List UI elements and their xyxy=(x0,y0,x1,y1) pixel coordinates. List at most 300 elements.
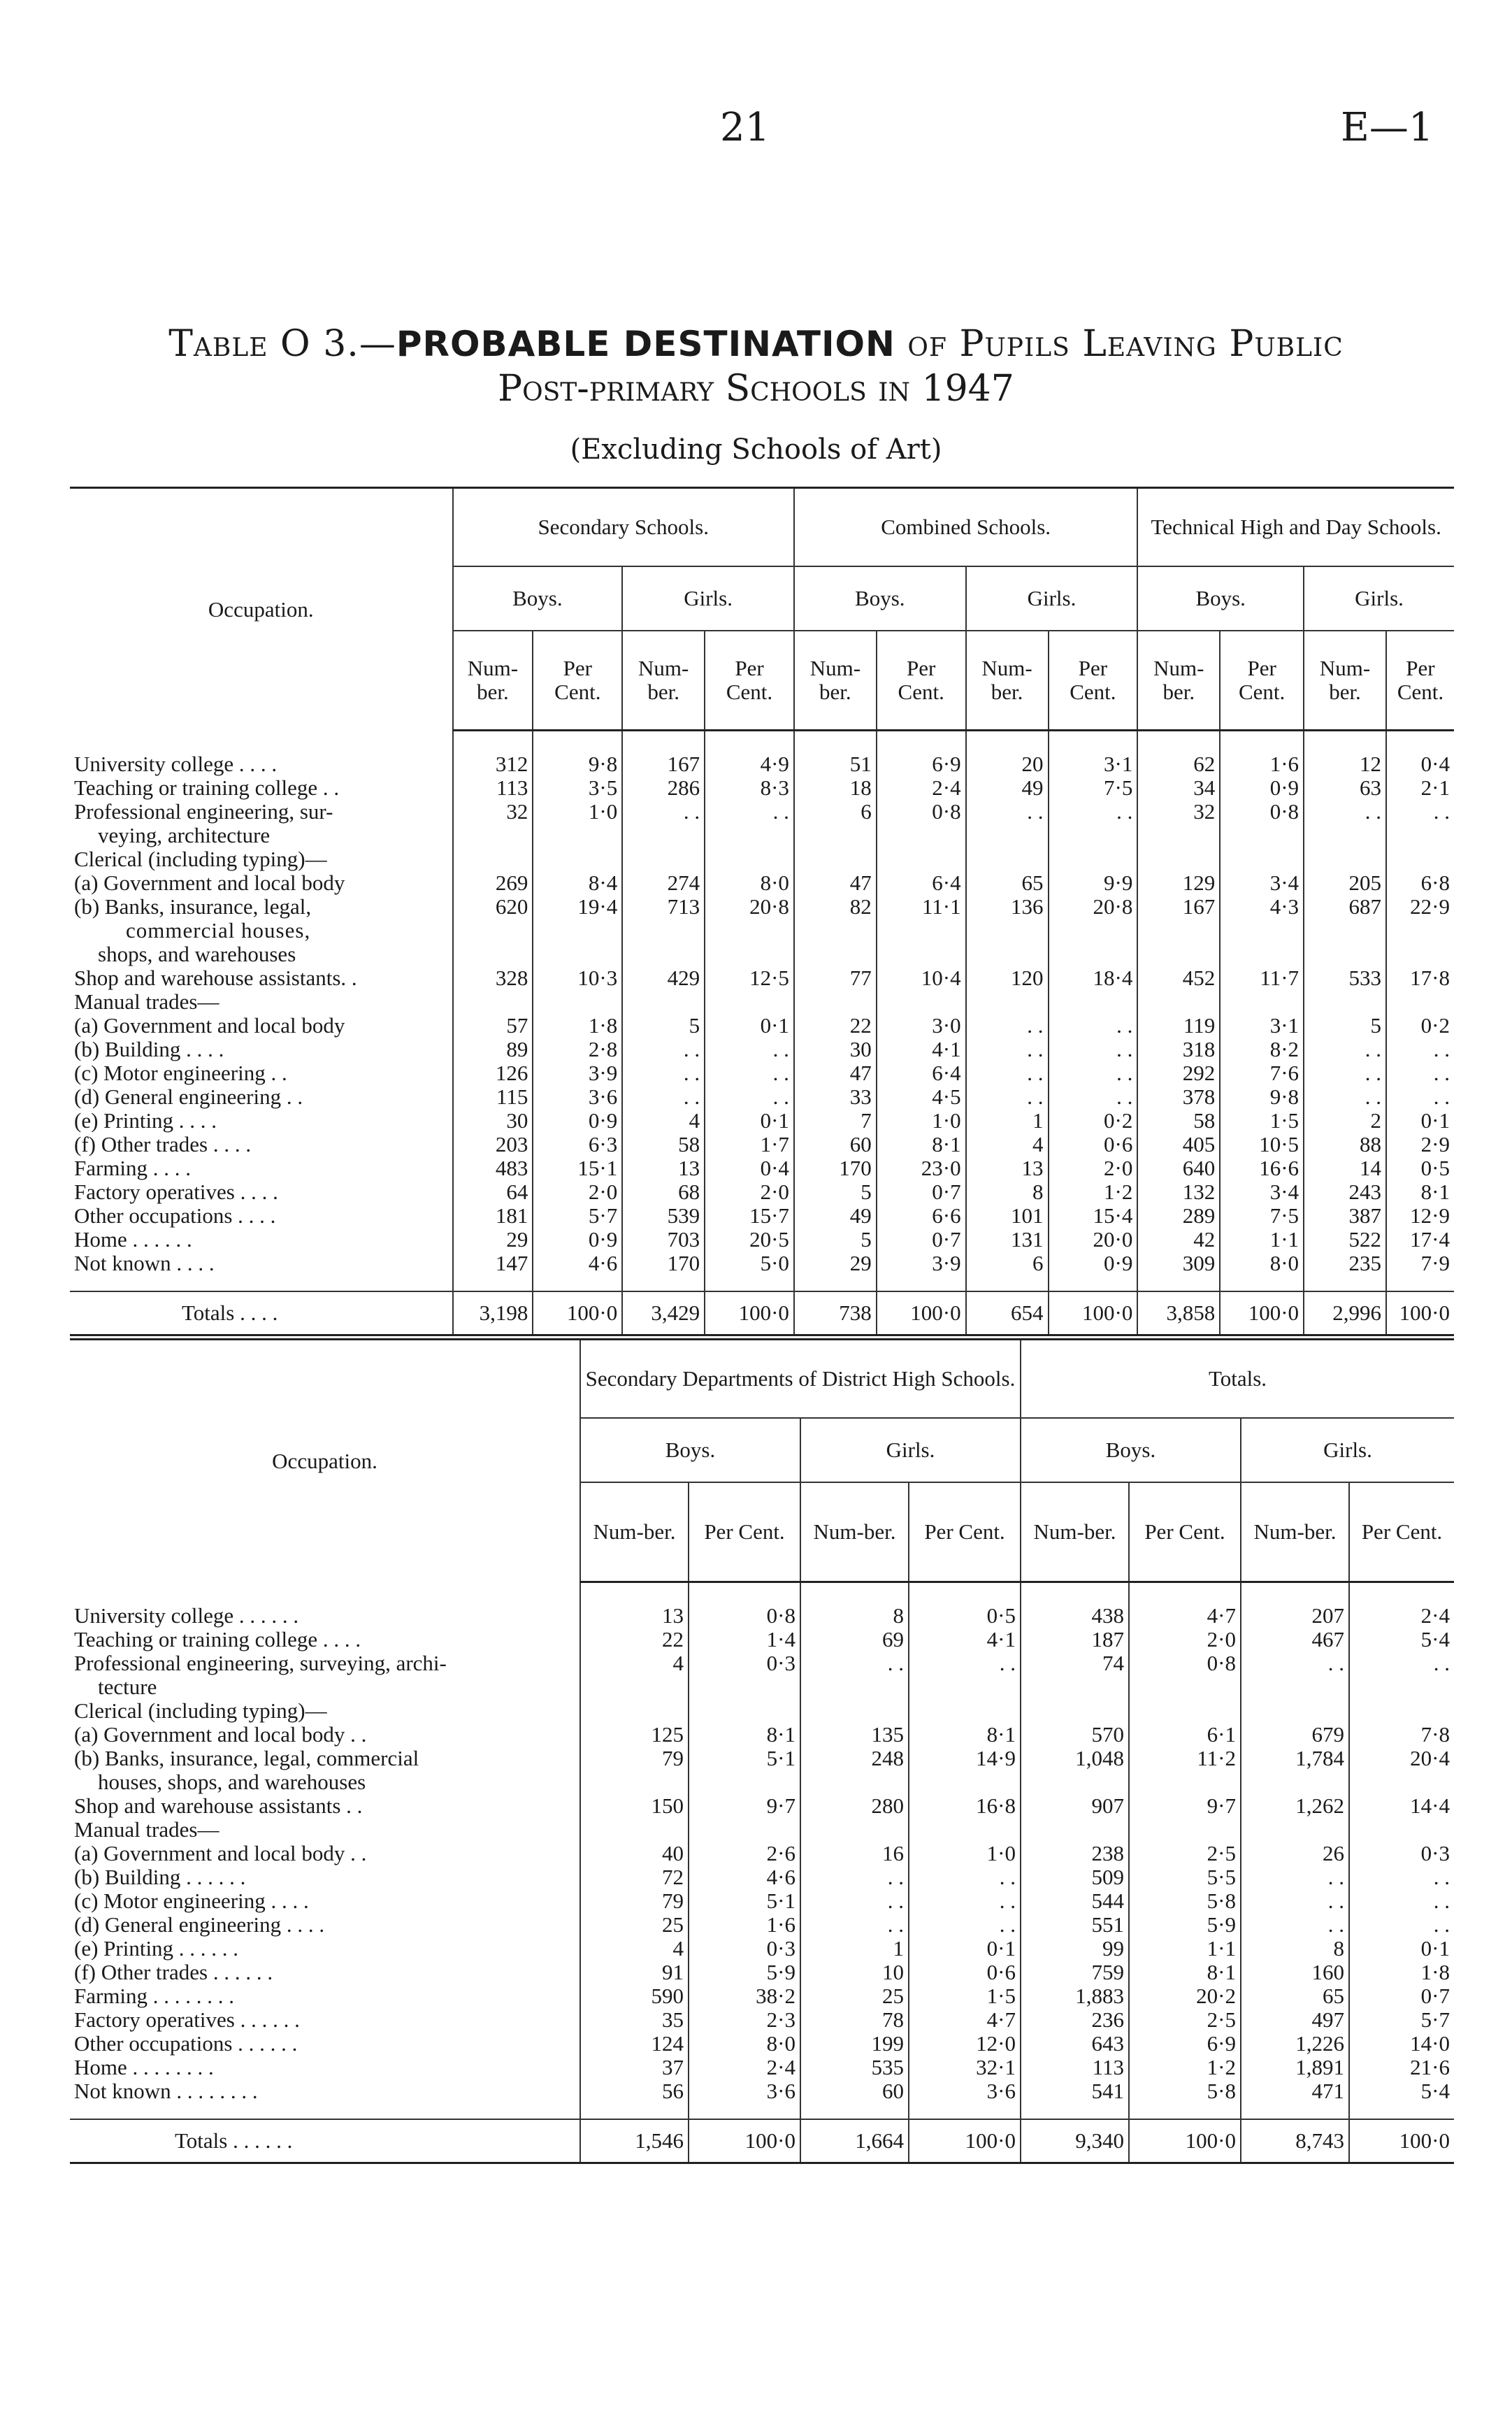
per-cent-cell: 0·8 xyxy=(689,1604,800,1628)
number-cell: 8 xyxy=(1241,1937,1349,1961)
per-cent-header: Per Cent. xyxy=(533,631,622,731)
per-cent-cell: 4·3 xyxy=(1220,895,1304,919)
number-cell: 289 xyxy=(1137,1204,1220,1228)
number-cell: 119 xyxy=(1137,1014,1220,1038)
number-cell: 541 xyxy=(1021,2079,1129,2103)
number-cell: 199 xyxy=(800,2032,909,2056)
number-cell: 1,784 xyxy=(1241,1747,1349,1770)
page-code: E—1 xyxy=(1341,105,1434,150)
number-cell: 72 xyxy=(580,1865,689,1889)
table-row xyxy=(70,1156,1454,1180)
group-header: Totals. xyxy=(1021,1340,1454,1419)
number-cell: 60 xyxy=(800,2079,909,2103)
row-label: (a) Government and local body . . xyxy=(74,1722,367,1747)
per-cent-cell xyxy=(533,990,622,1014)
number-cell xyxy=(453,824,533,847)
girls-header: Girls. xyxy=(1241,1418,1454,1482)
number-cell: . . xyxy=(622,1061,705,1085)
row-label: (f) Other trades . . . . xyxy=(74,1132,252,1156)
per-cent-cell: 0·7 xyxy=(1349,1984,1454,2008)
per-cent-cell: 2·5 xyxy=(1129,1842,1241,1865)
per-cent-cell: . . xyxy=(909,1651,1021,1675)
totals-cell: 9,340 xyxy=(1021,2119,1129,2163)
number-cell: 438 xyxy=(1021,1604,1129,1628)
row-label: veying, architecture xyxy=(98,823,271,847)
number-cell: 207 xyxy=(1241,1604,1349,1628)
per-cent-cell: 2·9 xyxy=(1386,1133,1454,1156)
per-cent-cell: . . xyxy=(909,1889,1021,1913)
number-cell: 57 xyxy=(453,1014,533,1038)
number-header: Num-ber. xyxy=(1304,631,1386,731)
number-cell xyxy=(794,990,877,1014)
per-cent-cell: 16·8 xyxy=(909,1794,1021,1818)
number-cell: . . xyxy=(966,1014,1049,1038)
number-cell: 318 xyxy=(1137,1038,1220,1061)
per-cent-cell: 1·0 xyxy=(533,800,622,824)
number-cell xyxy=(966,847,1049,871)
number-header: Num-ber. xyxy=(800,1482,909,1582)
per-cent-cell: 1·1 xyxy=(1220,1228,1304,1252)
number-cell xyxy=(966,824,1049,847)
table-row xyxy=(70,1628,1454,1651)
number-cell: 25 xyxy=(580,1913,689,1937)
number-cell: 14 xyxy=(1304,1156,1386,1180)
number-cell: . . xyxy=(800,1651,909,1675)
number-cell: 16 xyxy=(800,1842,909,1865)
number-cell: . . xyxy=(800,1889,909,1913)
number-cell: 35 xyxy=(580,2008,689,2032)
per-cent-cell: 1·6 xyxy=(689,1913,800,1937)
per-cent-cell: 17·8 xyxy=(1386,966,1454,990)
number-cell xyxy=(622,990,705,1014)
number-cell: 703 xyxy=(622,1228,705,1252)
table-row xyxy=(70,1699,1454,1723)
per-cent-cell xyxy=(533,919,622,943)
number-cell: 5 xyxy=(794,1228,877,1252)
per-cent-cell: 6·4 xyxy=(877,871,966,895)
per-cent-cell: 6·8 xyxy=(1386,871,1454,895)
destination-table-1 xyxy=(70,487,1454,1336)
per-cent-cell: 7·5 xyxy=(1220,1204,1304,1228)
per-cent-cell: 0·2 xyxy=(1386,1014,1454,1038)
table-row xyxy=(70,1204,1454,1228)
per-cent-cell: 5·4 xyxy=(1349,2079,1454,2103)
table-row xyxy=(70,1651,1454,1675)
per-cent-cell: 16·6 xyxy=(1220,1156,1304,1180)
per-cent-cell: 9·8 xyxy=(533,752,622,776)
per-cent-cell xyxy=(1129,1770,1241,1794)
number-cell: 125 xyxy=(580,1723,689,1747)
per-cent-cell: 15·1 xyxy=(533,1156,622,1180)
per-cent-cell xyxy=(705,847,794,871)
number-cell xyxy=(1021,1770,1129,1794)
per-cent-cell: 8·1 xyxy=(909,1723,1021,1747)
row-label: (b) Banks, insurance, legal, xyxy=(74,894,312,919)
number-cell: 18 xyxy=(794,776,877,800)
per-cent-cell: 14·0 xyxy=(1349,2032,1454,2056)
per-cent-cell: 0·3 xyxy=(1349,1842,1454,1865)
per-cent-cell: 4·7 xyxy=(909,2008,1021,2032)
number-cell: 620 xyxy=(453,895,533,919)
per-cent-cell: 0·3 xyxy=(689,1651,800,1675)
per-cent-cell: 0·4 xyxy=(1386,752,1454,776)
table-row xyxy=(70,847,1454,871)
per-cent-cell: 0·8 xyxy=(877,800,966,824)
totals-cell: 100·0 xyxy=(689,2119,800,2163)
number-header: Num-ber. xyxy=(453,631,533,731)
number-cell: 4 xyxy=(580,1651,689,1675)
per-cent-cell xyxy=(1349,1770,1454,1794)
per-cent-cell: 9·7 xyxy=(1129,1794,1241,1818)
number-cell: 539 xyxy=(622,1204,705,1228)
per-cent-cell: 0·6 xyxy=(909,1961,1021,1984)
per-cent-cell: 1·7 xyxy=(705,1133,794,1156)
totals-cell: 100·0 xyxy=(1386,1291,1454,1335)
number-cell: 49 xyxy=(794,1204,877,1228)
per-cent-cell: 17·4 xyxy=(1386,1228,1454,1252)
number-cell: 497 xyxy=(1241,2008,1349,2032)
per-cent-cell: 3·1 xyxy=(1049,752,1138,776)
per-cent-cell: 5·9 xyxy=(689,1961,800,1984)
number-cell: 30 xyxy=(453,1109,533,1133)
number-cell: 248 xyxy=(800,1747,909,1770)
number-cell: 243 xyxy=(1304,1180,1386,1204)
number-header: Num-ber. xyxy=(1137,631,1220,731)
number-cell: 1,883 xyxy=(1021,1984,1129,2008)
row-label: (d) General engineering . . . . xyxy=(74,1912,325,1937)
number-cell xyxy=(1137,990,1220,1014)
number-cell: . . xyxy=(1304,1038,1386,1061)
row-label: University college . . . . . . xyxy=(74,1603,299,1628)
table-row xyxy=(70,1984,1454,2008)
per-cent-cell xyxy=(1049,847,1138,871)
per-cent-cell: 8·3 xyxy=(705,776,794,800)
per-cent-header: Per Cent. xyxy=(1220,631,1304,731)
number-cell: 187 xyxy=(1021,1628,1129,1651)
per-cent-cell: 12·9 xyxy=(1386,1204,1454,1228)
per-cent-cell: 0·5 xyxy=(909,1604,1021,1628)
per-cent-cell xyxy=(1220,847,1304,871)
per-cent-cell: 2·0 xyxy=(533,1180,622,1204)
number-cell: 29 xyxy=(453,1228,533,1252)
per-cent-cell: 0·1 xyxy=(705,1014,794,1038)
number-cell: 68 xyxy=(622,1180,705,1204)
number-cell: 8 xyxy=(966,1180,1049,1204)
number-cell: 5 xyxy=(622,1014,705,1038)
number-cell: 129 xyxy=(1137,871,1220,895)
totals-cell: 100·0 xyxy=(1129,2119,1241,2163)
number-cell: 679 xyxy=(1241,1723,1349,1747)
table-row xyxy=(70,1252,1454,1275)
per-cent-cell: 8·1 xyxy=(877,1133,966,1156)
number-header: Num-ber. xyxy=(794,631,877,731)
number-cell: 82 xyxy=(794,895,877,919)
girls-header: Girls. xyxy=(1304,566,1454,631)
number-cell: . . xyxy=(622,1038,705,1061)
number-cell: 88 xyxy=(1304,1133,1386,1156)
per-cent-cell: 20·2 xyxy=(1129,1984,1241,2008)
number-cell: . . xyxy=(1241,1865,1349,1889)
table-row xyxy=(70,1085,1454,1109)
totals-cell: 100·0 xyxy=(1220,1291,1304,1335)
boys-header: Boys. xyxy=(453,566,623,631)
per-cent-cell xyxy=(1349,1699,1454,1723)
number-cell: 8 xyxy=(800,1604,909,1628)
per-cent-cell xyxy=(877,943,966,966)
per-cent-cell xyxy=(877,824,966,847)
row-label: Clerical (including typing)— xyxy=(74,1698,327,1723)
per-cent-cell xyxy=(1129,1675,1241,1699)
group-header: Combined Schools. xyxy=(794,488,1137,567)
per-cent-cell: 6·6 xyxy=(877,1204,966,1228)
per-cent-cell xyxy=(1386,919,1454,943)
row-label: (b) Building . . . . xyxy=(74,1037,224,1061)
number-cell: 713 xyxy=(622,895,705,919)
number-cell: 113 xyxy=(453,776,533,800)
number-cell: 551 xyxy=(1021,1913,1129,1937)
totals-cell: 1,664 xyxy=(800,2119,909,2163)
row-label: Manual trades— xyxy=(74,989,219,1014)
number-cell: 25 xyxy=(800,1984,909,2008)
totals-cell: 1,546 xyxy=(580,2119,689,2163)
number-cell xyxy=(622,824,705,847)
number-cell: 69 xyxy=(800,1628,909,1651)
number-cell: 65 xyxy=(966,871,1049,895)
number-cell xyxy=(794,943,877,966)
number-cell xyxy=(966,919,1049,943)
per-cent-cell: 22·9 xyxy=(1386,895,1454,919)
per-cent-cell: 4·5 xyxy=(877,1085,966,1109)
row-label: Shop and warehouse assistants . . xyxy=(74,1793,363,1818)
per-cent-cell: 3·1 xyxy=(1220,1014,1304,1038)
row-label: (a) Government and local body . . xyxy=(74,1841,367,1865)
number-cell: 167 xyxy=(622,752,705,776)
row-label: Shop and warehouse assistants. . xyxy=(74,966,357,990)
per-cent-cell: 1·4 xyxy=(689,1628,800,1651)
per-cent-cell: 14·9 xyxy=(909,1747,1021,1770)
table-row xyxy=(70,1228,1454,1252)
number-cell xyxy=(1304,824,1386,847)
per-cent-cell xyxy=(705,919,794,943)
per-cent-cell: 0·1 xyxy=(1349,1937,1454,1961)
per-cent-cell: 6·3 xyxy=(533,1133,622,1156)
number-cell: 167 xyxy=(1137,895,1220,919)
table-row xyxy=(70,2032,1454,2056)
per-cent-cell: . . xyxy=(1349,1889,1454,1913)
number-cell: 58 xyxy=(1137,1109,1220,1133)
number-cell: 42 xyxy=(1137,1228,1220,1252)
number-cell: 1 xyxy=(966,1109,1049,1133)
number-cell xyxy=(1304,847,1386,871)
number-cell: 687 xyxy=(1304,895,1386,919)
table-row xyxy=(70,1889,1454,1913)
per-cent-cell: 14·4 xyxy=(1349,1794,1454,1818)
per-cent-cell xyxy=(909,1818,1021,1842)
per-cent-cell: 11·7 xyxy=(1220,966,1304,990)
number-cell: 77 xyxy=(794,966,877,990)
per-cent-cell: 0·9 xyxy=(533,1109,622,1133)
per-cent-cell: 8·0 xyxy=(705,871,794,895)
per-cent-cell: 5·9 xyxy=(1129,1913,1241,1937)
per-cent-cell: 0·4 xyxy=(705,1156,794,1180)
per-cent-cell: 4·6 xyxy=(533,1252,622,1275)
per-cent-cell xyxy=(1349,1675,1454,1699)
per-cent-cell: 0·1 xyxy=(909,1937,1021,1961)
number-cell xyxy=(1021,1699,1129,1723)
number-cell: 387 xyxy=(1304,1204,1386,1228)
per-cent-cell xyxy=(877,847,966,871)
table-title xyxy=(0,323,1512,410)
per-cent-cell: 6·9 xyxy=(1129,2032,1241,2056)
per-cent-cell: . . xyxy=(1386,1038,1454,1061)
totals-cell: 100·0 xyxy=(909,2119,1021,2163)
number-cell: . . xyxy=(1241,1651,1349,1675)
per-cent-cell xyxy=(1386,847,1454,871)
number-cell xyxy=(1137,943,1220,966)
per-cent-cell: 2·1 xyxy=(1386,776,1454,800)
girls-header: Girls. xyxy=(966,566,1138,631)
number-cell: 471 xyxy=(1241,2079,1349,2103)
number-cell: 467 xyxy=(1241,1628,1349,1651)
number-cell: 2 xyxy=(1304,1109,1386,1133)
per-cent-cell: 20·8 xyxy=(705,895,794,919)
group-header: Secondary Schools. xyxy=(453,488,794,567)
per-cent-cell: 1·0 xyxy=(877,1109,966,1133)
number-cell: . . xyxy=(1241,1889,1349,1913)
number-cell: 7 xyxy=(794,1109,877,1133)
number-cell: 181 xyxy=(453,1204,533,1228)
number-cell: 522 xyxy=(1304,1228,1386,1252)
per-cent-cell: 2·8 xyxy=(533,1038,622,1061)
per-cent-cell: 0·1 xyxy=(1386,1109,1454,1133)
row-label: Home . . . . . . xyxy=(74,1227,192,1252)
row-label: Factory operatives . . . . xyxy=(74,1180,278,1204)
per-cent-cell: 0·9 xyxy=(533,1228,622,1252)
table-row xyxy=(70,895,1454,919)
row-label: (f) Other trades . . . . . . xyxy=(74,1960,273,1984)
number-cell xyxy=(966,943,1049,966)
number-cell: . . xyxy=(1304,800,1386,824)
per-cent-cell: 23·0 xyxy=(877,1156,966,1180)
per-cent-cell: 7·9 xyxy=(1386,1252,1454,1275)
number-cell: 286 xyxy=(622,776,705,800)
totals-cell: 100·0 xyxy=(705,1291,794,1335)
number-cell: . . xyxy=(800,1865,909,1889)
per-cent-cell: . . xyxy=(1049,1085,1138,1109)
number-cell: 91 xyxy=(580,1961,689,1984)
boys-header: Boys. xyxy=(1137,566,1304,631)
table-row xyxy=(70,2056,1454,2079)
title-line2: Post-primary Schools in 1947 xyxy=(498,368,1014,410)
number-cell: . . xyxy=(622,1085,705,1109)
row-label: Not known . . . . xyxy=(74,1251,215,1275)
number-cell: 99 xyxy=(1021,1937,1129,1961)
per-cent-cell xyxy=(705,943,794,966)
per-cent-cell: 9·9 xyxy=(1049,871,1138,895)
per-cent-cell: 20·5 xyxy=(705,1228,794,1252)
row-label: Other occupations . . . . . . xyxy=(74,2031,298,2056)
per-cent-cell: . . xyxy=(1349,1651,1454,1675)
number-cell xyxy=(453,990,533,1014)
number-cell: 907 xyxy=(1021,1794,1129,1818)
number-cell: 4 xyxy=(580,1937,689,1961)
number-cell xyxy=(1241,1699,1349,1723)
per-cent-cell xyxy=(877,919,966,943)
per-cent-cell xyxy=(909,1699,1021,1723)
table-row xyxy=(70,1109,1454,1133)
per-cent-cell: . . xyxy=(705,800,794,824)
table-row xyxy=(70,776,1454,800)
number-cell: . . xyxy=(966,1085,1049,1109)
row-label: Not known . . . . . . . . xyxy=(74,2079,258,2103)
number-cell xyxy=(453,847,533,871)
number-cell: 40 xyxy=(580,1842,689,1865)
per-cent-cell: 3·4 xyxy=(1220,871,1304,895)
per-cent-cell: 32·1 xyxy=(909,2056,1021,2079)
number-cell: 132 xyxy=(1137,1180,1220,1204)
per-cent-cell: . . xyxy=(1049,1061,1138,1085)
table-row xyxy=(70,2079,1454,2103)
number-cell: 65 xyxy=(1241,1984,1349,2008)
number-cell: 309 xyxy=(1137,1252,1220,1275)
number-cell xyxy=(1241,1770,1349,1794)
per-cent-cell: . . xyxy=(909,1913,1021,1937)
number-cell: 1,891 xyxy=(1241,2056,1349,2079)
number-cell xyxy=(580,1675,689,1699)
per-cent-header: Per Cent. xyxy=(877,631,966,731)
number-cell xyxy=(580,1699,689,1723)
number-cell xyxy=(794,824,877,847)
table-row xyxy=(70,1180,1454,1204)
girls-header: Girls. xyxy=(800,1418,1021,1482)
table-row xyxy=(70,1014,1454,1038)
totals-cell: 100·0 xyxy=(1049,1291,1138,1335)
per-cent-cell: 3·6 xyxy=(533,1085,622,1109)
table-row xyxy=(70,1747,1454,1770)
per-cent-header: Per Cent. xyxy=(705,631,794,731)
totals-cell: 8,743 xyxy=(1241,2119,1349,2163)
totals-cell: 654 xyxy=(966,1291,1049,1335)
per-cent-cell xyxy=(1386,824,1454,847)
per-cent-cell: 8·0 xyxy=(1220,1252,1304,1275)
row-label: (c) Motor engineering . . . . xyxy=(74,1889,309,1913)
totals-cell: 3,429 xyxy=(622,1291,705,1335)
per-cent-cell: 2·4 xyxy=(689,2056,800,2079)
number-cell: 483 xyxy=(453,1156,533,1180)
row-label: tecture xyxy=(98,1675,157,1699)
boys-header: Boys. xyxy=(580,1418,800,1482)
number-cell: 56 xyxy=(580,2079,689,2103)
per-cent-cell: 0·9 xyxy=(1049,1252,1138,1275)
per-cent-cell: 1·5 xyxy=(1220,1109,1304,1133)
number-cell xyxy=(794,919,877,943)
per-cent-header: Per Cent. xyxy=(1049,631,1138,731)
row-label: Manual trades— xyxy=(74,1817,219,1842)
number-cell: 26 xyxy=(1241,1842,1349,1865)
row-label: commercial houses, xyxy=(126,918,311,943)
per-cent-cell: 12·0 xyxy=(909,2032,1021,2056)
number-cell: 89 xyxy=(453,1038,533,1061)
per-cent-cell: 20·8 xyxy=(1049,895,1138,919)
per-cent-cell: 2·0 xyxy=(1049,1156,1138,1180)
per-cent-cell: . . xyxy=(1349,1865,1454,1889)
number-cell xyxy=(1241,1675,1349,1699)
number-cell: 1 xyxy=(800,1937,909,1961)
per-cent-cell: 9·7 xyxy=(689,1794,800,1818)
per-cent-cell: . . xyxy=(1049,1014,1138,1038)
per-cent-cell xyxy=(1129,1699,1241,1723)
number-cell: 47 xyxy=(794,1061,877,1085)
